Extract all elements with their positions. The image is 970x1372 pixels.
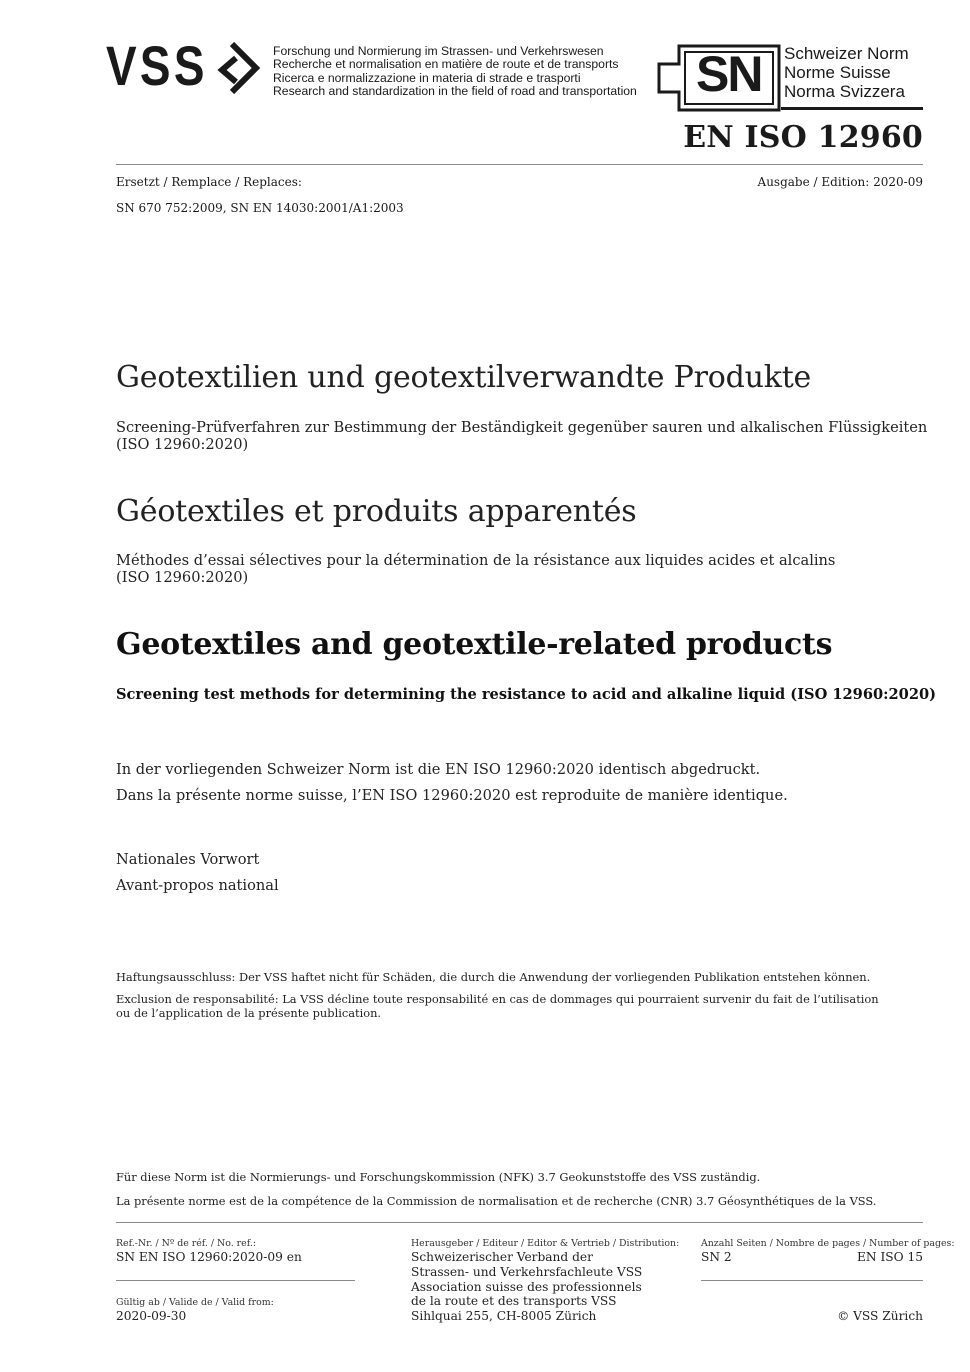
foreword-de: Nationales Vorwort [116,851,260,868]
edition-label: Ausgabe / Edition: 2020-09 [757,175,923,189]
vss-chevron-icon [206,40,266,100]
publisher-label: Herausgeber / Editeur / Editor & Vertrieb / Distribution: [411,1238,680,1249]
vss-logo [106,34,266,100]
subtitle-fr [116,552,835,586]
disclaimer-fr-line: Exclusion de responsabilité: La VSS décline toute responsabilité en cas de dommages qui pourraient survenir du fait de l’utilisation [116,992,879,1006]
document-number: EN ISO 12960 [683,120,923,155]
pages-sn: SN 2 [701,1250,732,1264]
footer-col1-rule [116,1280,355,1281]
subtitle-fr-line: Méthodes d’essai sélectives pour la détermination de la résistance aux liquides acides et alcalins [116,552,836,569]
ref-label: Ref.-Nr. / Nº de réf. / No. ref.: [116,1238,256,1249]
sn-underline [781,107,923,110]
disclaimer-fr [116,993,879,1020]
subtitle-en: Screening test methods for determining the resistance to acid and alkaline liquid (ISO 12960:2020) [116,686,937,703]
footer-rule [116,1222,923,1223]
sn-logo-text: SN [696,46,762,102]
sn-words [784,44,909,102]
subtitle-de-line: (ISO 12960:2020) [116,436,249,453]
title-fr: Géotextiles et produits apparentés [116,494,637,529]
publisher-line: Strassen- und Verkehrsfachleute VSS [411,1264,643,1279]
foreword-fr: Avant-propos national [116,877,279,894]
sn-word-de: Schweizer Norm [784,44,909,63]
replaces-label: Ersetzt / Remplace / Replaces: [116,175,302,189]
vss-tagline-line: Recherche et normalisation en matière de route et de transports [273,57,619,72]
pages-en: EN ISO 15 [857,1250,923,1264]
identical-statement-fr: Dans la présente norme suisse, l’EN ISO 12960:2020 est reproduite de manière identique. [116,787,788,804]
publisher-line: Sihlquai 255, CH-8005 Zürich [411,1309,597,1324]
ref-value: SN EN ISO 12960:2020-09 en [116,1250,302,1264]
vss-tagline [273,45,637,99]
valid-value: 2020-09-30 [116,1309,187,1323]
publisher-line: Schweizerischer Verband der [411,1250,593,1264]
committee-fr: La présente norme est de la compétence de la Commission de normalisation et de recherche (CNR) 3.7 Géosynthétiques de la VSS. [116,1194,877,1208]
disclaimer-fr-line: ou de l’application de la présente publication. [116,1005,382,1020]
disclaimer-de: Haftungsausschluss: Der VSS haftet nicht für Schäden, die durch die Anwendung der vorliegenden Publikation entstehen können. [116,970,871,984]
sn-word-it: Norma Svizzera [784,82,905,102]
publisher-line: Association suisse des professionnels [411,1279,642,1294]
subtitle-de [116,419,927,453]
header-rule [116,164,923,165]
subtitle-fr-line: (ISO 12960:2020) [116,569,249,586]
committee-de: Für diese Norm ist die Normierungs- und Forschungskommission (NFK) 3.7 Geokunststoffe des VSS zuständig. [116,1170,761,1184]
vss-tagline-line: Ricerca e normalizzazione in materia di strade e trasporti [273,70,581,85]
title-de: Geotextilien und geotextilverwandte Produkte [116,360,812,395]
footer-col3-rule [701,1280,923,1281]
vss-logo-text: VSS [106,34,208,97]
publisher-line: de la route et des transports VSS [411,1294,617,1309]
sn-word-fr: Norme Suisse [784,63,891,83]
copyright: © VSS Zürich [837,1309,923,1323]
title-en: Geotextiles and geotextile-related products [116,627,833,662]
vss-tagline-line: Research and standardization in the field of road and transportation [273,84,637,99]
publisher-address [411,1250,642,1324]
pages-label: Anzahl Seiten / Nombre de pages / Number of pages: [701,1238,955,1249]
vss-tagline-line: Forschung und Normierung im Strassen- und Verkehrswesen [273,44,604,58]
replaces-value: SN 670 752:2009, SN EN 14030:2001/A1:2003 [116,201,404,215]
subtitle-de-line: Screening-Prüfverfahren zur Bestimmung der Beständigkeit gegenüber sauren und alkalischen Flüssigkeiten [116,419,928,436]
identical-statement-de: In der vorliegenden Schweizer Norm ist die EN ISO 12960:2020 identisch abgedruckt. [116,761,761,778]
valid-label: Gültig ab / Valide de / Valid from: [116,1297,274,1308]
